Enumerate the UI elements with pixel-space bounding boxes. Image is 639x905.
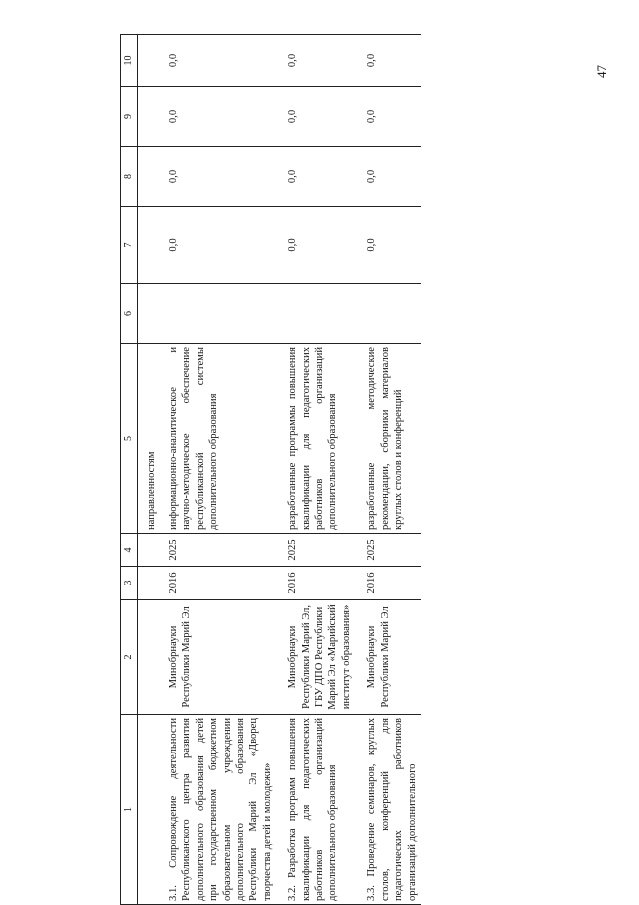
column-header: 1	[121, 715, 138, 905]
column-header: 7	[121, 207, 138, 284]
executor: Минобрнауки Республики Марий Эл, ГБУ ДПО Республики Марий Эл «Марийский институт образования»	[276, 600, 355, 715]
value-col-8: 0,0	[165, 147, 276, 207]
end-year: 2025	[276, 534, 355, 567]
executor: Минобрнауки Республики Марий Эл	[355, 600, 421, 715]
column-header: 10	[121, 35, 138, 87]
activity-name: 3.1. Сопровождение деятельности Республиканского центра развития дополнительного образования детей при государственном бюджетном образовательном учреждении дополнительного образования Республики Марий Эл «Дворец творчества детей и молодежи»	[165, 715, 276, 905]
value-col-6	[276, 284, 355, 344]
value-col-6	[165, 284, 276, 344]
start-year: 2016	[276, 567, 355, 600]
start-year: 2016	[355, 567, 421, 600]
table-row	[165, 35, 276, 905]
expected-result: информационно-аналитическое и научно-методическое обеспечение республиканской системы дополнительного образования	[165, 344, 276, 534]
value-col-6	[355, 284, 421, 344]
value-col-7: 0,0	[165, 207, 276, 284]
column-header: 3	[121, 567, 138, 600]
column-header: 9	[121, 87, 138, 147]
value-col-9: 0,0	[165, 87, 276, 147]
expected-result: разработанные программы повышения квалификации для педагогических работников организаций дополнительного образования	[276, 344, 355, 534]
column-header: 4	[121, 534, 138, 567]
column-number-row	[121, 35, 138, 905]
value-col-10: 0,0	[165, 35, 276, 87]
section-continuation-row	[138, 35, 166, 905]
end-year: 2025	[165, 534, 276, 567]
column-header: 8	[121, 147, 138, 207]
section-continuation-text: направленностям	[138, 344, 166, 534]
value-col-7: 0,0	[355, 207, 421, 284]
page-number: 47	[594, 65, 609, 78]
program-activities-table	[120, 34, 421, 905]
activity-name: 3.2. Разработка программ повышения квалификации для педагогических работников организаций дополнительного образования	[276, 715, 355, 905]
rotated-table-page	[120, 35, 590, 905]
value-col-9: 0,0	[276, 87, 355, 147]
column-header: 6	[121, 284, 138, 344]
value-col-9: 0,0	[355, 87, 421, 147]
value-col-8: 0,0	[355, 147, 421, 207]
value-col-8: 0,0	[276, 147, 355, 207]
start-year: 2016	[165, 567, 276, 600]
value-col-10: 0,0	[276, 35, 355, 87]
value-col-7: 0,0	[276, 207, 355, 284]
table-row	[276, 35, 355, 905]
executor: Минобрнауки Республики Марий Эл	[165, 600, 276, 715]
end-year: 2025	[355, 534, 421, 567]
column-header: 5	[121, 344, 138, 534]
expected-result: разработанные методические рекомендации, сборники материалов круглых столов и конференций	[355, 344, 421, 534]
table-row	[355, 35, 421, 905]
value-col-10: 0,0	[355, 35, 421, 87]
activity-name: 3.3. Проведение семинаров, круглых столов, конференций для педагогических работников организаций дополнительного	[355, 715, 421, 905]
column-header: 2	[121, 600, 138, 715]
